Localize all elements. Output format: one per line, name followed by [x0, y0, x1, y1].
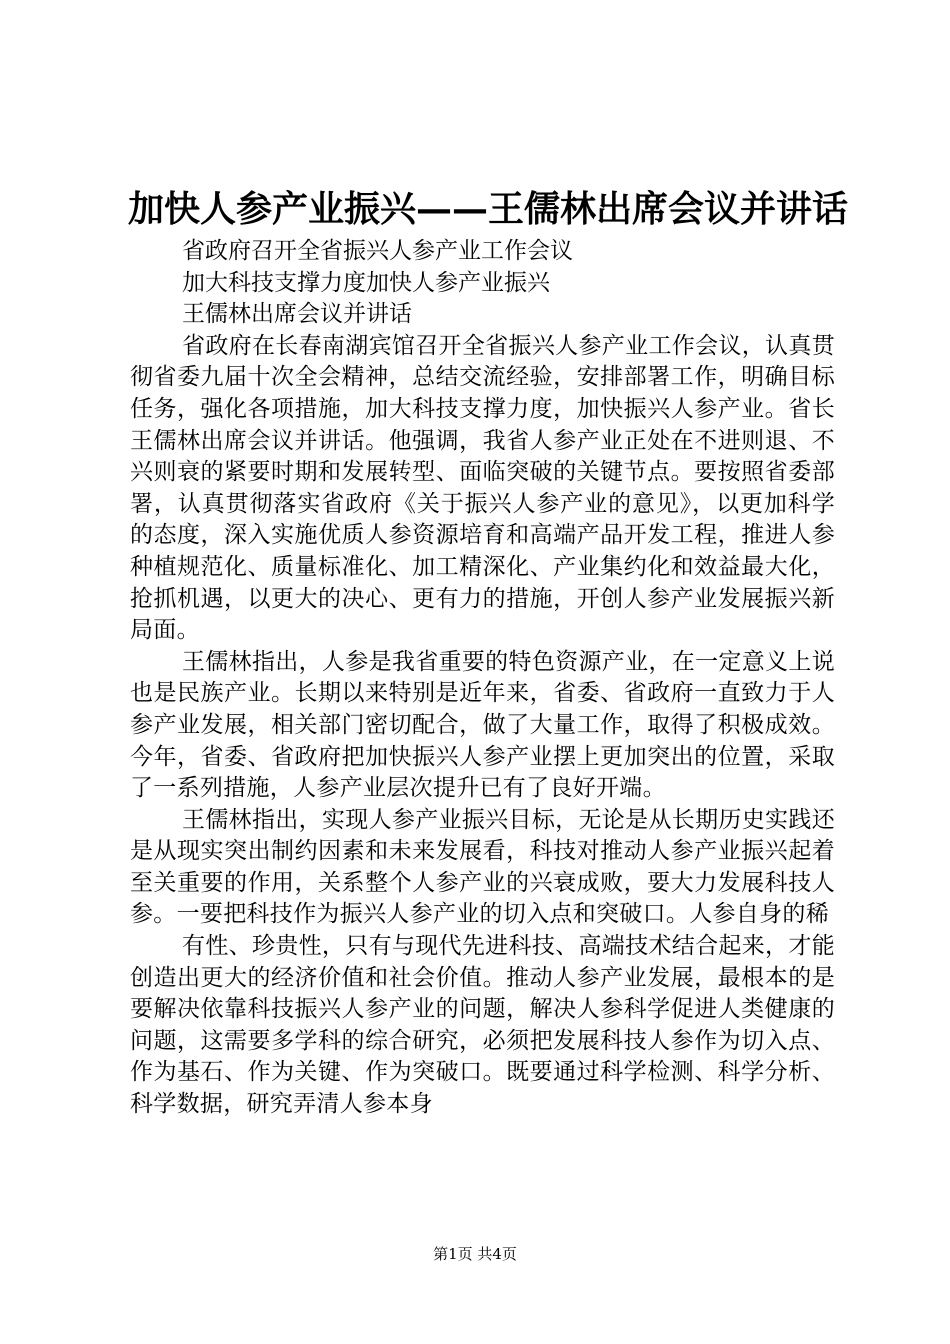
subtitle-line: 省政府召开全省振兴人参产业工作会议 [182, 238, 573, 264]
body-paragraph: 省政府在长春南湖宾馆召开全省振兴人参产业工作会议，认真贯彻省委九届十次全会精神，总结交流经验，安排部署工作，明确目标任务，强化各项措施，加大科技支撑力度，加快振兴人参产业。省长王儒林出席会议并讲话。他强调，我省人参产业正处在不进则退、不兴则衰的紧要时期和发展转型、面临突破的关键节点。要按照省委部署，认真贯彻落实省政府《关于振兴人参产业的意见》，以更加科学的态度，深入实施优质人参资源培育和高端产品开发工程，推进人参种植规范化、质量标准化、加工精深化、产业集约化和效益最大化，抢抓机遇，以更大的决心、更有力的措施，开创人参产业发展振兴新局面。 [130, 332, 835, 644]
subtitle-line: 王儒林出席会议并讲话 [182, 301, 412, 328]
page-number-footer: 第1页 共4页 [433, 1245, 517, 1263]
body-paragraph: 有性、珍贵性，只有与现代先进科技、高端技术结合起来，才能创造出更大的经济价值和社会价值。推动人参产业发展，最根本的是要解决依靠科技振兴人参产业的问题，解决人参科学促进人类健康的问题，这需要多学科的综合研究，必须把发展科技人参作为切入点、作为基石、作为关键、作为突破口。既要通过科学检测、科学分析、科学数据，研究弄清人参本身 [130, 933, 835, 1118]
document-body [130, 236, 835, 1121]
subtitle-line: 加大科技支撑力度加快人参产业振兴 [182, 269, 550, 296]
body-paragraph: 王儒林指出，人参是我省重要的特色资源产业，在一定意义上说也是民族产业。长期以来特别是近年来，省委、省政府一直致力于人参产业发展，相关部门密切配合，做了大量工作，取得了积极成效。今年，省委、省政府把加快振兴人参产业摆上更加突出的位置，采取了一系列措施，人参产业层次提升已有了良好开端。 [130, 648, 835, 802]
body-paragraph: 王儒林指出，实现人参产业振兴目标，无论是从长期历史实践还是从现实突出制约因素和未来发展看，科技对推动人参产业振兴起着至关重要的作用，关系整个人参产业的兴衰成败，要大力发展科技人参。一要把科技作为振兴人参产业的切入点和突破口。人参自身的稀 [130, 806, 835, 928]
document-title: 加快人参产业振兴——王儒林出席会议并讲话 [128, 188, 849, 230]
